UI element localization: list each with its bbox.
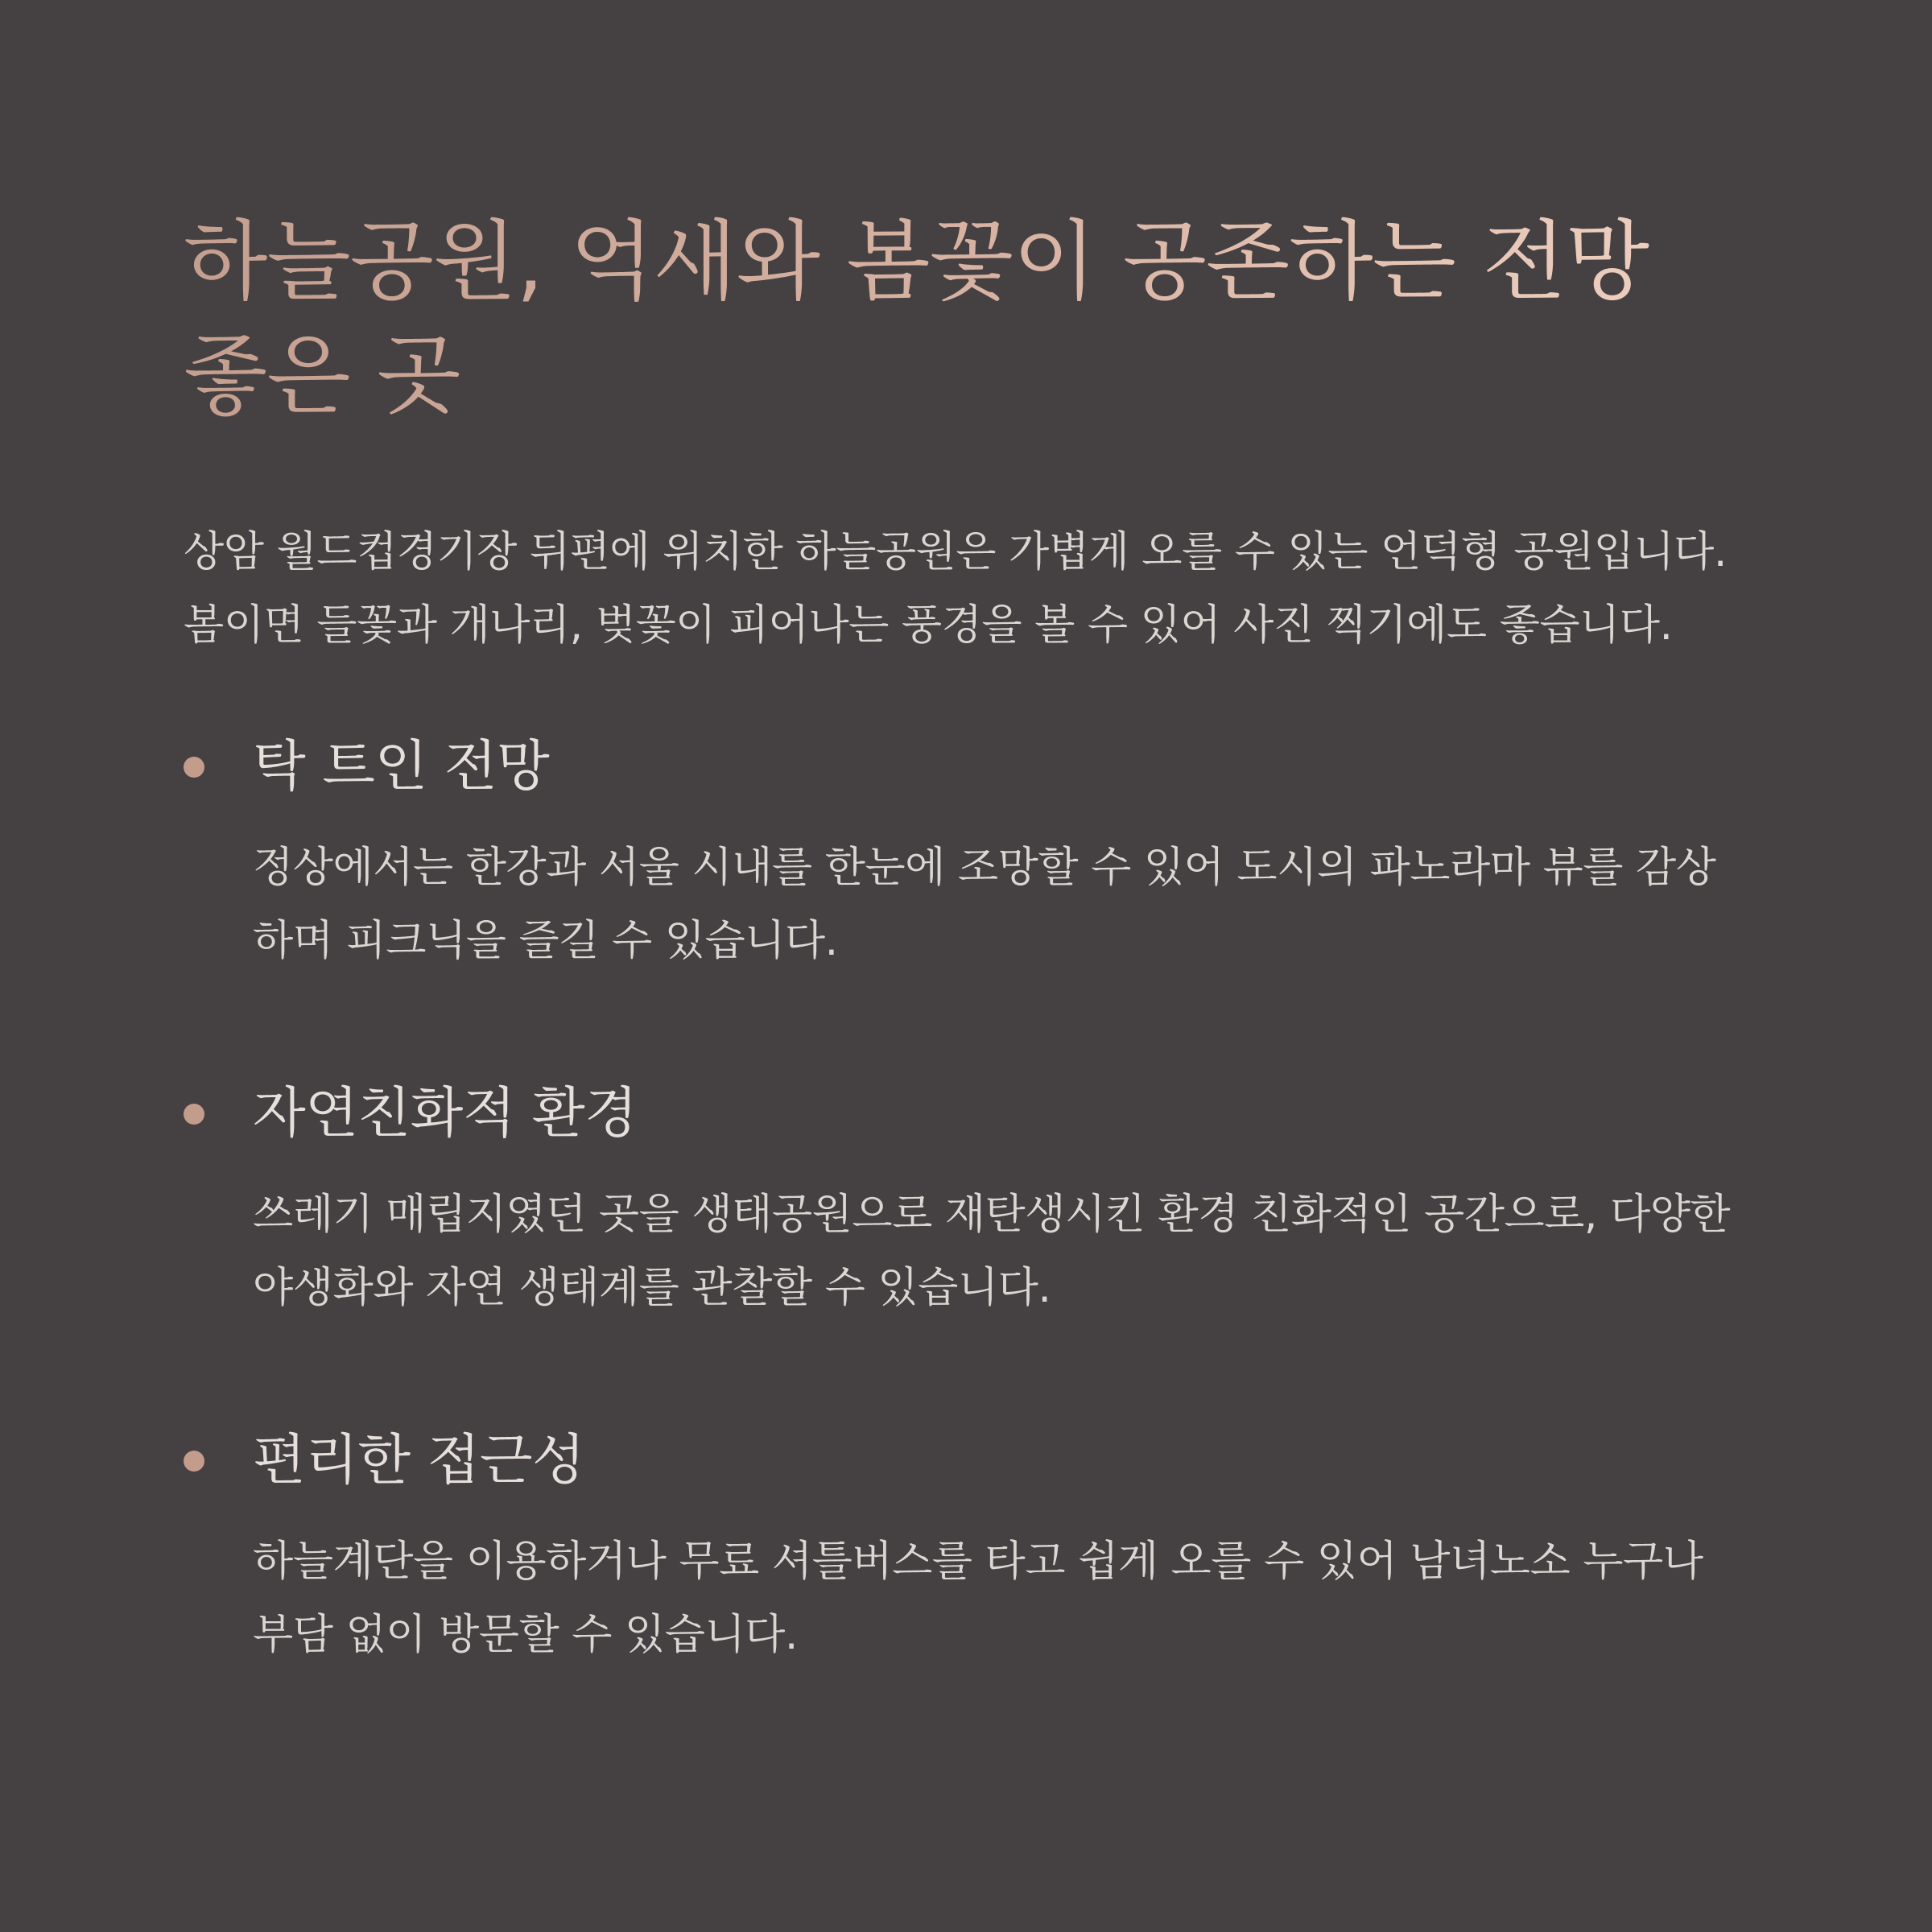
feature-item-access [184, 1417, 1748, 1672]
bullet-icon [184, 1104, 204, 1125]
feature-item-view [184, 723, 1748, 978]
feature-description: 쓰레기 매립지였던 곳을 생태공원으로 재탄생시킨 환경 친화적인 공간으로, 다양한 야생화와 자연 생태계를 관찰할 수 있습니다. [253, 1191, 1731, 1312]
slide-content [184, 205, 1748, 1672]
feature-description: 정상에서는 한강과 서울 시내를 한눈에 조망할 수 있어 도시의 파노라마 뷰를 감상하며 피크닉을 즐길 수 있습니다. [253, 844, 1716, 965]
feature-title: 탁 트인 전망 [253, 735, 550, 799]
feature-list [184, 723, 1748, 1672]
feature-title: 자연친화적 환경 [253, 1082, 638, 1146]
bullet-icon [184, 1451, 204, 1472]
slide-title: 하늘공원, 억새와 봄꽃이 공존하는 전망 좋은 곳 [184, 205, 1748, 434]
bullet-icon [184, 757, 204, 778]
feature-item-environment [184, 1070, 1748, 1325]
feature-description: 하늘계단을 이용하거나 무료 셔틀버스를 타고 쉽게 오를 수 있어 남녀노소 누구나 부담 없이 방문할 수 있습니다. [253, 1538, 1703, 1659]
feature-title: 편리한 접근성 [253, 1429, 585, 1492]
intro-paragraph: 상암 월드컵경기장 뒤편에 위치한 하늘공원은 가볍게 오를 수 있는 언덕형 공원입니다. 봄이면 들꽃과 개나리, 벚꽃이 피어나는 풍경을 볼 수 있어 사진 찍기에도 좋습니다. [184, 528, 1727, 650]
